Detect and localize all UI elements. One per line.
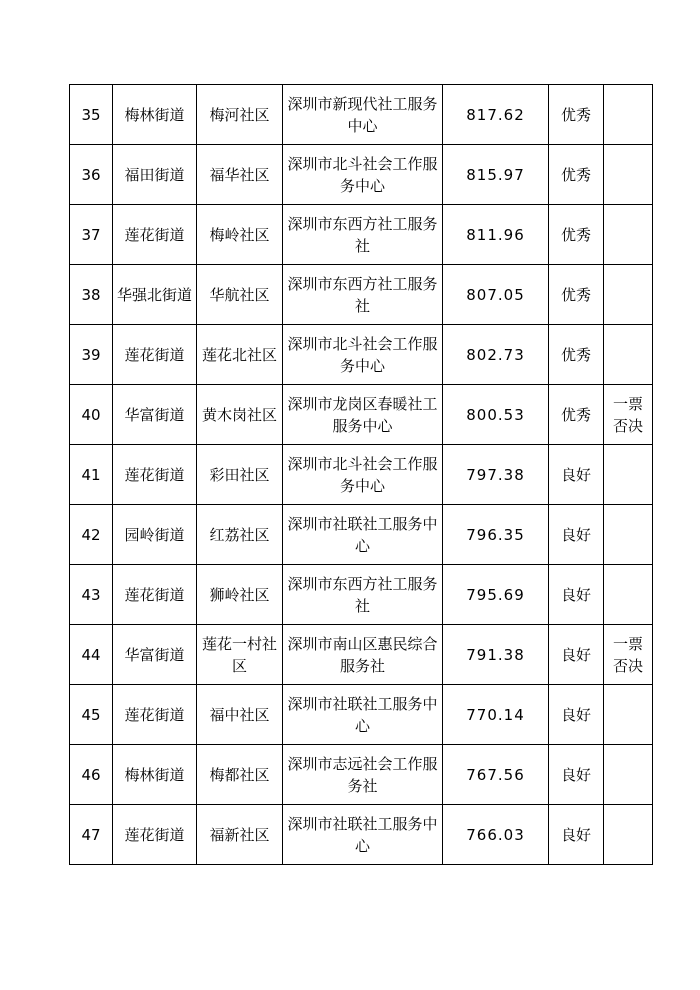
row-number: 41 xyxy=(70,445,113,505)
row-number: 38 xyxy=(70,265,113,325)
grade: 优秀 xyxy=(549,385,604,445)
table-row xyxy=(70,685,653,745)
grade: 良好 xyxy=(549,445,604,505)
community-name: 福中社区 xyxy=(197,685,283,745)
grade: 良好 xyxy=(549,685,604,745)
service-organization: 深圳市北斗社会工作服务中心 xyxy=(283,445,443,505)
remark xyxy=(604,205,653,265)
grade: 优秀 xyxy=(549,85,604,145)
community-name: 梅岭社区 xyxy=(197,205,283,265)
service-organization: 深圳市东西方社工服务社 xyxy=(283,565,443,625)
table-row xyxy=(70,85,653,145)
row-number: 45 xyxy=(70,685,113,745)
community-name: 红荔社区 xyxy=(197,505,283,565)
table-row xyxy=(70,385,653,445)
community-name: 梅都社区 xyxy=(197,745,283,805)
score: 766.03 xyxy=(443,805,549,865)
grade: 良好 xyxy=(549,565,604,625)
table-row xyxy=(70,205,653,265)
score: 800.53 xyxy=(443,385,549,445)
street-name: 华富街道 xyxy=(113,385,197,445)
remark xyxy=(604,325,653,385)
grade: 良好 xyxy=(549,625,604,685)
service-organization: 深圳市社联社工服务中心 xyxy=(283,805,443,865)
table-row xyxy=(70,565,653,625)
score: 807.05 xyxy=(443,265,549,325)
score: 770.14 xyxy=(443,685,549,745)
remark xyxy=(604,445,653,505)
service-organization: 深圳市东西方社工服务社 xyxy=(283,205,443,265)
remark xyxy=(604,805,653,865)
score: 815.97 xyxy=(443,145,549,205)
score: 802.73 xyxy=(443,325,549,385)
service-organization: 深圳市北斗社会工作服务中心 xyxy=(283,145,443,205)
remark xyxy=(604,505,653,565)
community-name: 黄木岗社区 xyxy=(197,385,283,445)
street-name: 园岭街道 xyxy=(113,505,197,565)
row-number: 43 xyxy=(70,565,113,625)
community-name: 莲花一村社区 xyxy=(197,625,283,685)
street-name: 福田街道 xyxy=(113,145,197,205)
table-row xyxy=(70,265,653,325)
community-name: 莲花北社区 xyxy=(197,325,283,385)
street-name: 华强北街道 xyxy=(113,265,197,325)
row-number: 46 xyxy=(70,745,113,805)
street-name: 莲花街道 xyxy=(113,805,197,865)
street-name: 莲花街道 xyxy=(113,205,197,265)
grade: 优秀 xyxy=(549,325,604,385)
row-number: 40 xyxy=(70,385,113,445)
remark: 一票否决 xyxy=(604,625,653,685)
score: 795.69 xyxy=(443,565,549,625)
row-number: 44 xyxy=(70,625,113,685)
table-body xyxy=(70,85,653,865)
community-name: 福华社区 xyxy=(197,145,283,205)
grade: 优秀 xyxy=(549,145,604,205)
evaluation-results-table xyxy=(69,84,653,865)
score: 796.35 xyxy=(443,505,549,565)
street-name: 莲花街道 xyxy=(113,685,197,745)
community-name: 华航社区 xyxy=(197,265,283,325)
table-row xyxy=(70,445,653,505)
table-row xyxy=(70,625,653,685)
service-organization: 深圳市新现代社工服务中心 xyxy=(283,85,443,145)
remark xyxy=(604,745,653,805)
row-number: 42 xyxy=(70,505,113,565)
grade: 优秀 xyxy=(549,205,604,265)
table-row xyxy=(70,505,653,565)
street-name: 莲花街道 xyxy=(113,325,197,385)
row-number: 35 xyxy=(70,85,113,145)
service-organization: 深圳市北斗社会工作服务中心 xyxy=(283,325,443,385)
service-organization: 深圳市社联社工服务中心 xyxy=(283,685,443,745)
community-name: 福新社区 xyxy=(197,805,283,865)
service-organization: 深圳市志远社会工作服务社 xyxy=(283,745,443,805)
community-name: 狮岭社区 xyxy=(197,565,283,625)
community-name: 梅河社区 xyxy=(197,85,283,145)
street-name: 梅林街道 xyxy=(113,745,197,805)
grade: 良好 xyxy=(549,805,604,865)
street-name: 莲花街道 xyxy=(113,445,197,505)
remark xyxy=(604,145,653,205)
community-name: 彩田社区 xyxy=(197,445,283,505)
street-name: 梅林街道 xyxy=(113,85,197,145)
table-row xyxy=(70,325,653,385)
table-row xyxy=(70,745,653,805)
row-number: 37 xyxy=(70,205,113,265)
score: 791.38 xyxy=(443,625,549,685)
service-organization: 深圳市社联社工服务中心 xyxy=(283,505,443,565)
grade: 良好 xyxy=(549,505,604,565)
grade: 良好 xyxy=(549,745,604,805)
remark xyxy=(604,265,653,325)
score: 817.62 xyxy=(443,85,549,145)
remark: 一票否决 xyxy=(604,385,653,445)
remark xyxy=(604,85,653,145)
score: 797.38 xyxy=(443,445,549,505)
row-number: 47 xyxy=(70,805,113,865)
service-organization: 深圳市东西方社工服务社 xyxy=(283,265,443,325)
street-name: 华富街道 xyxy=(113,625,197,685)
remark xyxy=(604,685,653,745)
row-number: 36 xyxy=(70,145,113,205)
score: 767.56 xyxy=(443,745,549,805)
row-number: 39 xyxy=(70,325,113,385)
service-organization: 深圳市龙岗区春暖社工服务中心 xyxy=(283,385,443,445)
service-organization: 深圳市南山区惠民综合服务社 xyxy=(283,625,443,685)
score: 811.96 xyxy=(443,205,549,265)
street-name: 莲花街道 xyxy=(113,565,197,625)
table-row xyxy=(70,145,653,205)
table-row xyxy=(70,805,653,865)
remark xyxy=(604,565,653,625)
grade: 优秀 xyxy=(549,265,604,325)
